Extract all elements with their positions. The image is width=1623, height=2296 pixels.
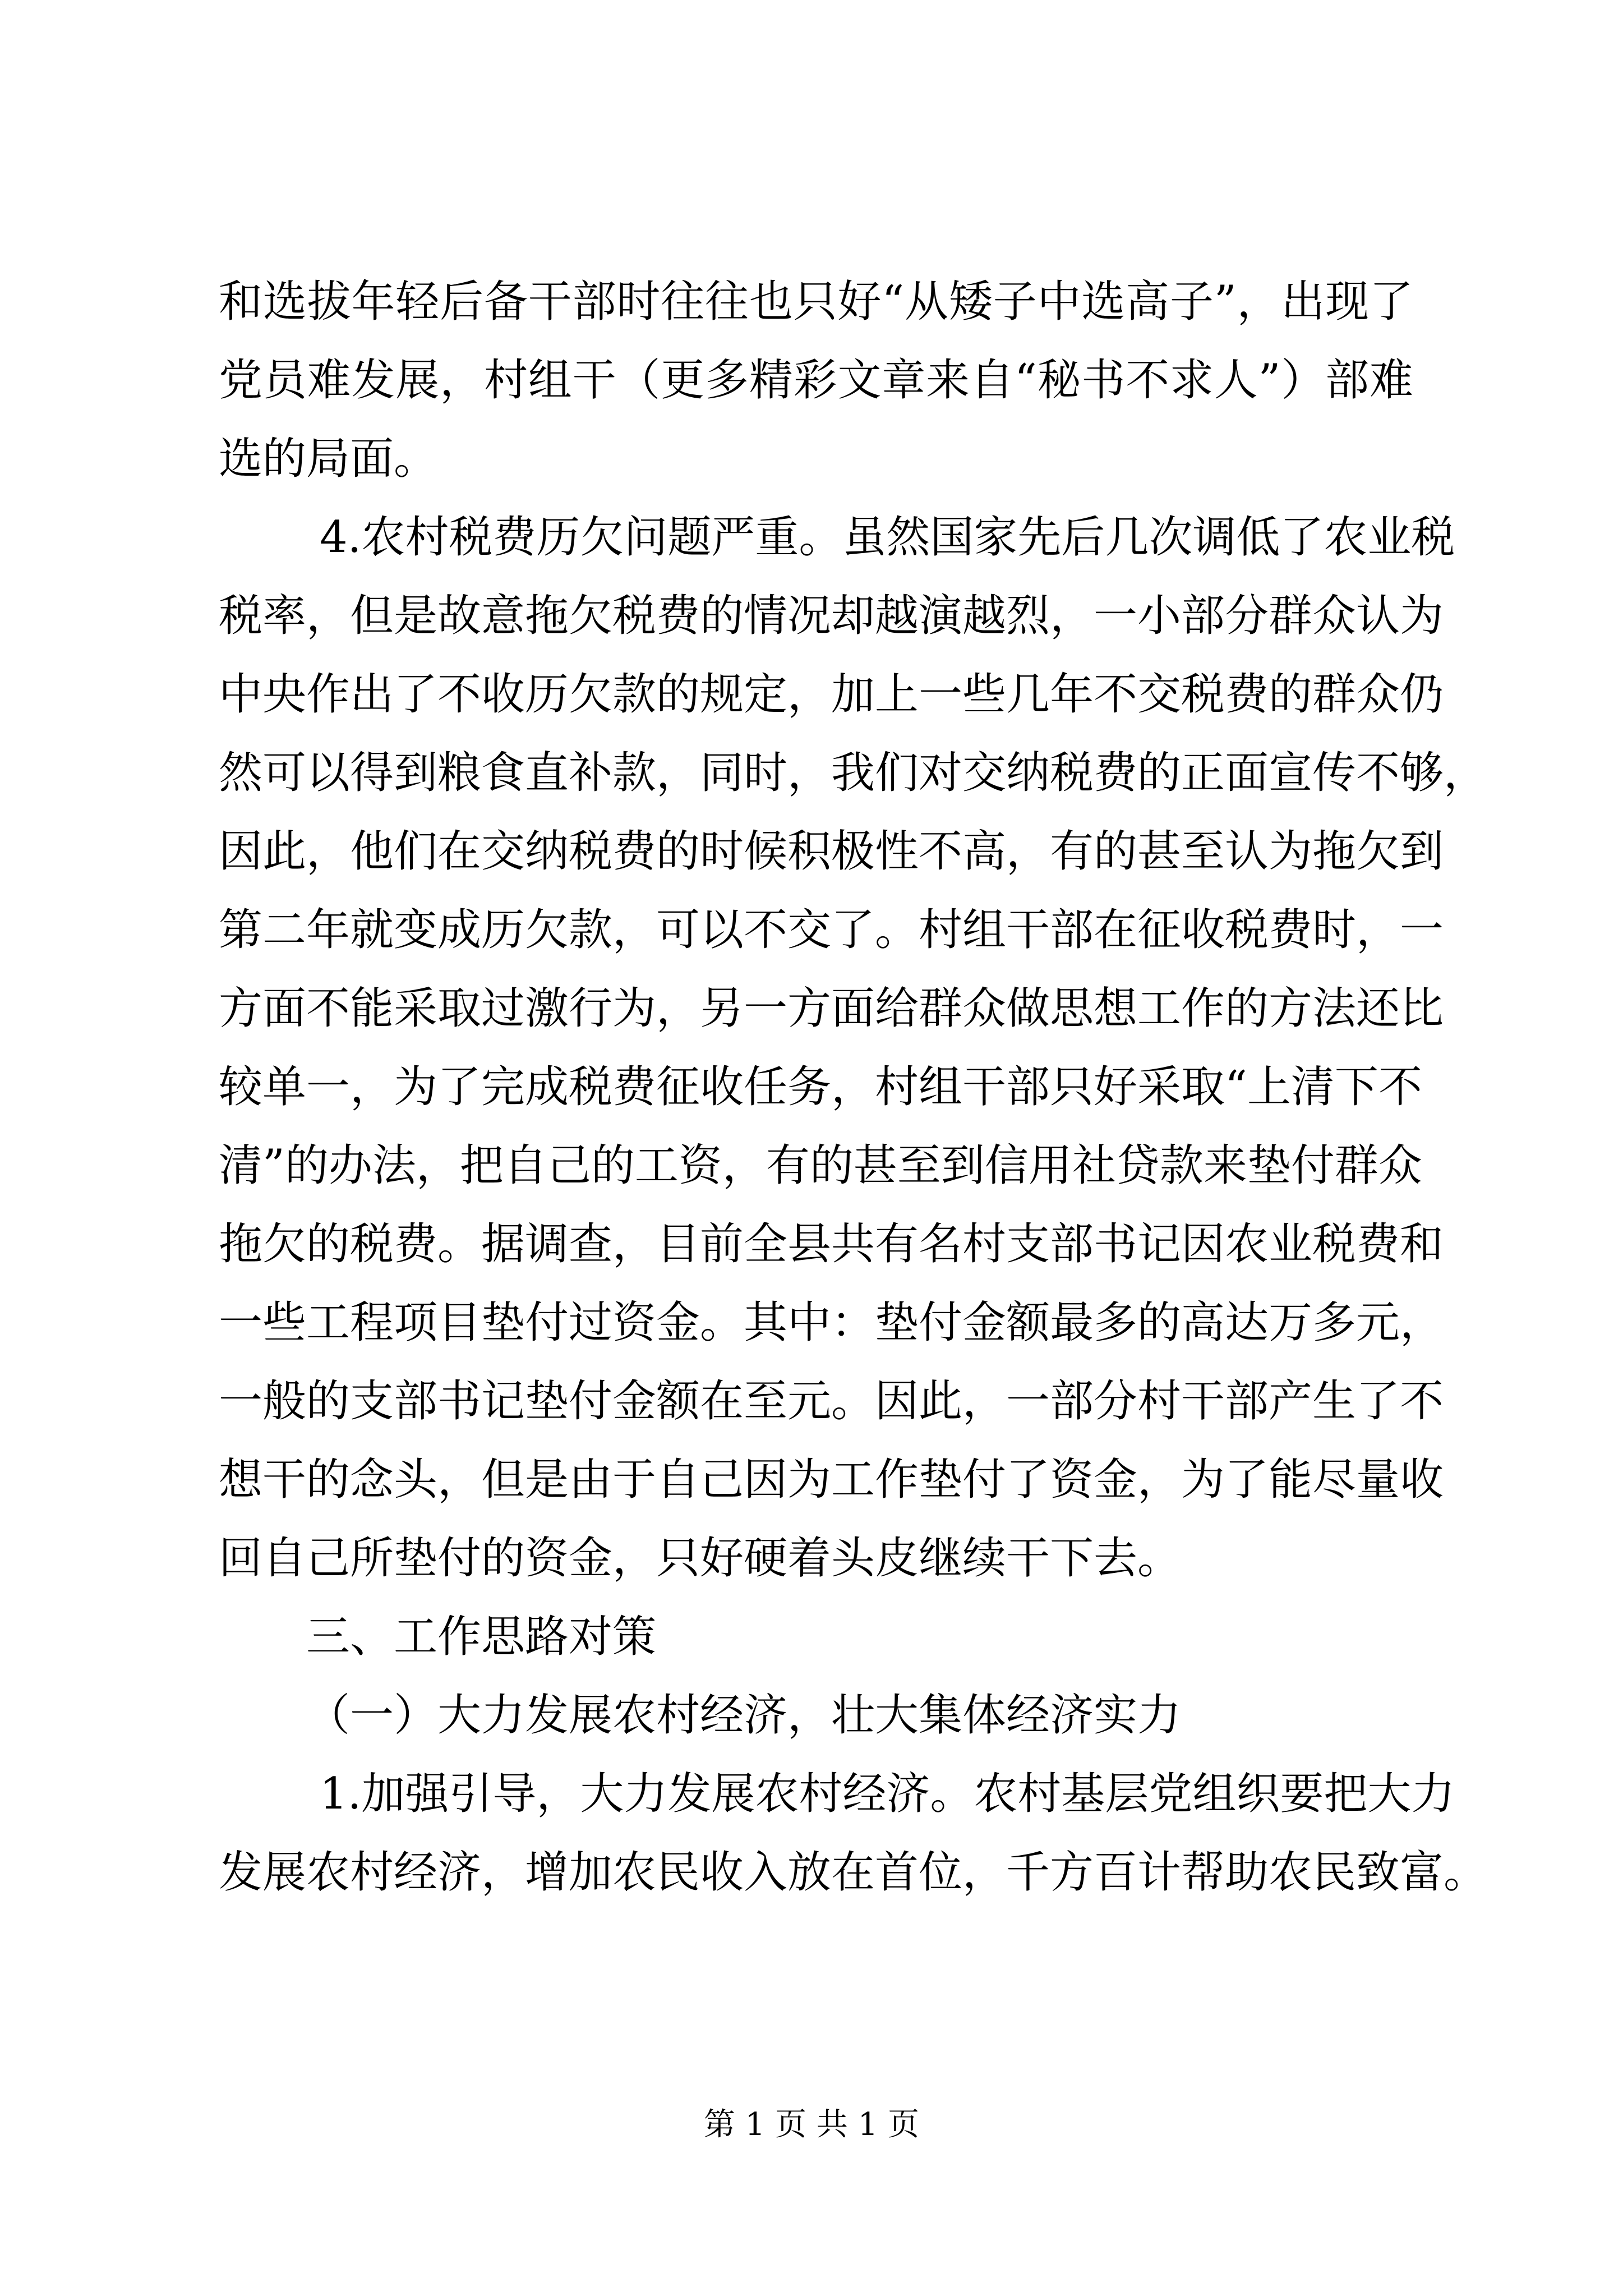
text-line: 选的局面。: [219, 434, 438, 484]
text-line: 1.加强引导，大力发展农村经济。农村基层党组织要把大力: [320, 1769, 1455, 1819]
text-line: 较单一，为了完成税费征收任务，村组干部只好采取“上清下不: [219, 1062, 1422, 1112]
text-line: 党员难发展，村组干（更多精彩文章来自“秘书不求人”）部难: [219, 355, 1413, 406]
text-line: 清”的办法，把自己的工资，有的甚至到信用社贷款来垫付群众: [219, 1140, 1422, 1191]
text-line: 因此，他们在交纳税费的时候积极性不高，有的甚至认为拖欠到: [219, 826, 1444, 877]
text-line: 拖欠的税费。据调查，目前全县共有名村支部书记因农业税费和: [219, 1219, 1444, 1269]
document-body: [219, 263, 1488, 1912]
page-footer: 第 1 页 共 1 页: [703, 2106, 920, 2143]
text-line: 发展农村经济，增加农民收入放在首位，千方百计帮助农民致富。: [219, 1847, 1488, 1898]
text-line: 税率，但是故意拖欠税费的情况却越演越烈，一小部分群众认为: [219, 591, 1444, 641]
text-line: 和选拔年轻后备干部时往往也只好“从矮子中选高子”，出现了: [219, 277, 1413, 327]
text-line: 第二年就变成历欠款，可以不交了。村组干部在征收税费时，一: [219, 905, 1444, 955]
text-line: 三、工作思路对策: [306, 1612, 657, 1662]
text-line: 回自己所垫付的资金，只好硬着头皮继续干下去。: [219, 1533, 1182, 1584]
text-line: 一些工程项目垫付过资金。其中：垫付金额最多的高达万多元，: [219, 1297, 1444, 1348]
text-line: 4.农村税费历欠问题严重。虽然国家先后几次调低了农业税: [320, 512, 1455, 563]
text-line: 一般的支部书记垫付金额在至元。因此，一部分村干部产生了不: [219, 1376, 1444, 1427]
text-line: 中央作出了不收历欠款的规定，加上一些几年不交税费的群众仍: [219, 669, 1444, 720]
text-line: 方面不能采取过激行为，另一方面给群众做思想工作的方法还比: [219, 983, 1444, 1034]
text-line: （一）大力发展农村经济，壮大集体经济实力: [306, 1690, 1182, 1741]
text-line: 想干的念头，但是由于自己因为工作垫付了资金，为了能尽量收: [219, 1455, 1444, 1505]
text-line: 然可以得到粮食直补款，同时，我们对交纳税费的正面宣传不够，: [219, 748, 1488, 798]
